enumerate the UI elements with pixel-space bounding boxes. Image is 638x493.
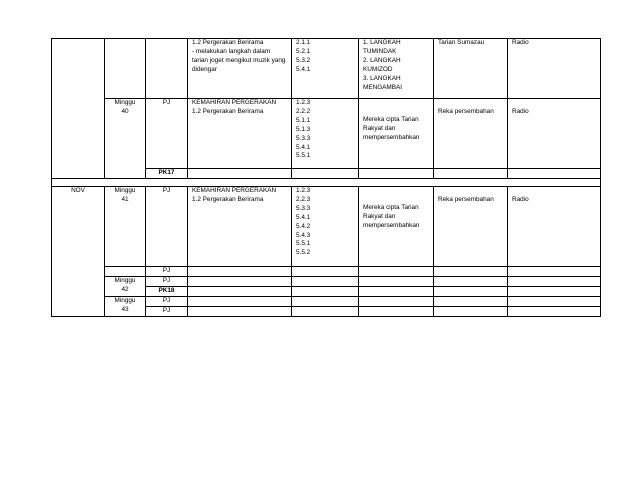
week-cell-empty (105, 267, 146, 277)
table-row (52, 267, 601, 277)
separator-cell (52, 179, 601, 187)
week-label-42: Minggu 42 (105, 277, 146, 297)
empty-cell (434, 297, 508, 307)
empty-cell (188, 267, 292, 277)
content-cell: KEMAHIRAN PERGERAKAN 1.2 Pergerakan Berirama (188, 99, 292, 169)
empty-cell (188, 287, 292, 297)
empty-cell (508, 297, 601, 307)
empty-cell (508, 267, 601, 277)
empty-cell (188, 297, 292, 307)
week-label-40: Minggu 40 (105, 99, 146, 179)
empty-cell (359, 277, 434, 287)
content-cell: KEMAHIRAN PERGERAKAN 1.2 Pergerakan Berirama (188, 187, 292, 267)
material-cell: Radio (508, 187, 601, 267)
empty-cell (292, 277, 359, 287)
empty-cell (508, 277, 601, 287)
subject-cell: PJ (146, 297, 188, 307)
empty-cell (434, 287, 508, 297)
empty-cell (359, 307, 434, 317)
activity-cell: Mereka cipta Tarian Rakyat dan mempersembahkan (359, 99, 434, 169)
empty-cell (359, 267, 434, 277)
empty-cell (292, 267, 359, 277)
pk18-label: PK18 (146, 287, 188, 297)
table-row (52, 277, 601, 287)
outcome-cell: Tarian Sumazau (434, 39, 508, 99)
empty-cell (292, 287, 359, 297)
empty-cell (359, 297, 434, 307)
table-row (52, 39, 601, 99)
empty-cell (508, 169, 601, 179)
material-cell: Radio (508, 39, 601, 99)
outcome-cell: Reka persembahan (434, 187, 508, 267)
subject-cell: PJ (146, 267, 188, 277)
subject-cell: PJ (146, 307, 188, 317)
content-cell: 1.2 Pergerakan Berirama - melakukan langkah dalam tarian joget mengikut muzik yang didengar (188, 39, 292, 99)
empty-cell (434, 277, 508, 287)
empty-cell (434, 169, 508, 179)
month-label: NOV (52, 187, 105, 317)
subject-cell: PJ (146, 187, 188, 267)
empty-cell (188, 169, 292, 179)
empty-cell (292, 297, 359, 307)
empty-cell (359, 169, 434, 179)
schedule-table (51, 38, 601, 317)
separator-row (52, 179, 601, 187)
week-cell-empty (105, 39, 146, 99)
table-row (52, 187, 601, 267)
standards-cell: 1.2.3 2.2.3 5.3.3 5.4.1 5.4.2 5.4.3 5.5.1 5.5.2 (292, 187, 359, 267)
empty-cell (508, 307, 601, 317)
empty-cell (188, 307, 292, 317)
empty-cell (434, 267, 508, 277)
empty-cell (292, 169, 359, 179)
empty-cell (434, 307, 508, 317)
week-label-43: Minggu 43 (105, 297, 146, 317)
standards-cell: 2.1.1 5.2.1 5.3.2 5.4.1 (292, 39, 359, 99)
standards-cell: 1.2.3 2.2.2 5.1.1 5.1.3 5.3.3 5.4.1 5.5.1 (292, 99, 359, 169)
material-cell: Radio (508, 99, 601, 169)
subject-cell-empty (146, 39, 188, 99)
outcome-cell: Reka persembahan (434, 99, 508, 169)
empty-cell (359, 287, 434, 297)
table-row (52, 99, 601, 169)
empty-cell (292, 307, 359, 317)
month-cell-empty (52, 39, 105, 179)
week-label-41: Minggu 41 (105, 187, 146, 267)
pk17-label: PK17 (146, 169, 188, 179)
empty-cell (188, 277, 292, 287)
empty-cell (508, 287, 601, 297)
activity-cell: 1. LANGKAH TUMINDAK 2. LANGKAH KUMIZOD 3. LANGKAH MENGAMBAI (359, 39, 434, 99)
activity-cell: Mereka cipta Tarian Rakyat dan mempersembahkan (359, 187, 434, 267)
table-row (52, 297, 601, 307)
subject-cell: PJ (146, 277, 188, 287)
subject-cell: PJ (146, 99, 188, 169)
